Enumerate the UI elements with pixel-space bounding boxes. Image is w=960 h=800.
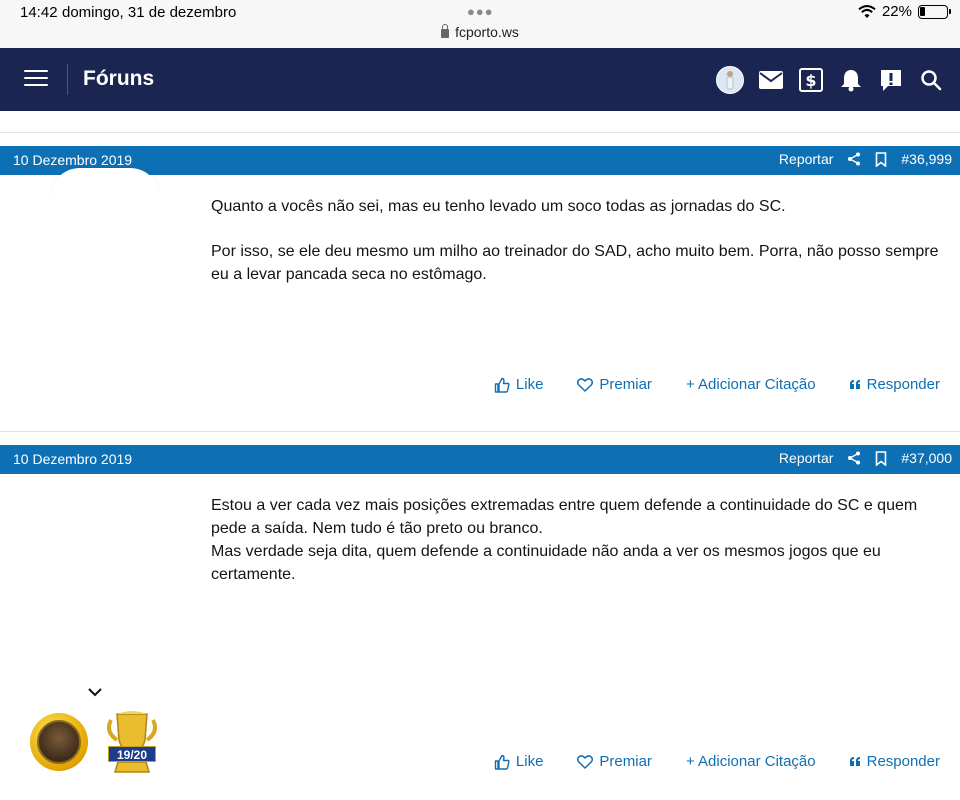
premiar-label: Premiar (599, 376, 652, 393)
hamburger-menu-icon[interactable] (24, 70, 48, 90)
share-icon[interactable] (847, 451, 861, 465)
battery-icon (918, 5, 948, 19)
like-button[interactable] (494, 753, 544, 770)
mail-icon[interactable] (758, 67, 784, 93)
status-time: 14:42 (20, 4, 58, 21)
post-paragraph: Por isso, se ele deu mesmo um milho ao treinador do SAD, acho muito bem. Porra, não posso sempre eu a levar pancada seca no estômago. (211, 243, 939, 283)
post-content (211, 494, 951, 586)
user-badge-icon (30, 713, 88, 771)
like-button[interactable] (494, 376, 544, 393)
svg-text:$: $ (805, 71, 817, 90)
thumbs-up-icon (494, 377, 510, 393)
post-actions (779, 151, 952, 167)
url-text: fcporto.ws (455, 24, 519, 40)
dollar-icon[interactable] (798, 67, 824, 93)
add-quote-button[interactable] (686, 753, 816, 770)
header-icons (716, 66, 944, 94)
bell-icon[interactable] (838, 67, 864, 93)
thumbs-up-icon (494, 754, 510, 770)
app-header (0, 48, 960, 111)
url-bar[interactable] (0, 24, 960, 40)
status-right (858, 3, 948, 20)
reply-label: Responder (866, 753, 940, 770)
add-quote-label: + Adicionar Citação (685, 376, 816, 393)
premiar-label: Premiar (599, 753, 652, 770)
post-paragraph: Quanto a vocês não sei, mas eu tenho levado um soco todas as jornadas do SC. (211, 198, 786, 215)
post-header (0, 445, 960, 474)
bookmark-icon[interactable] (875, 152, 887, 167)
like-label: Like (515, 753, 544, 770)
add-quote-label: + Adicionar Citação (685, 753, 816, 770)
post-footer (494, 753, 940, 770)
trophy-icon (103, 710, 161, 774)
wifi-icon (858, 5, 876, 19)
reply-label: Responder (866, 376, 940, 393)
post-paragraph: Estou a ver cada vez mais posições extremadas entre quem defende a continuidade do SC e quem pede a saída. Nem tudo é tão preto ou branco. (211, 497, 918, 537)
like-label: Like (515, 376, 544, 393)
avatar[interactable] (50, 168, 160, 198)
status-bar (0, 0, 960, 48)
post-number-link[interactable]: #36,999 (901, 151, 952, 167)
post-footer (494, 376, 940, 393)
header-divider (67, 64, 68, 95)
bookmark-icon[interactable] (875, 451, 887, 466)
search-icon[interactable] (918, 67, 944, 93)
premiar-button[interactable] (577, 376, 652, 393)
heart-icon (577, 755, 593, 769)
report-link[interactable]: Reportar (778, 151, 834, 167)
chevron-down-icon[interactable] (86, 686, 104, 698)
post-number-link[interactable]: #37,000 (901, 450, 952, 466)
user-avatar[interactable] (716, 66, 744, 94)
post-date: 10 Dezembro 2019 (13, 152, 133, 168)
quote-icon (850, 380, 861, 389)
status-date: domingo, 31 de dezembro (62, 4, 237, 21)
more-dots-icon[interactable]: ●●● (467, 4, 494, 19)
divider (0, 132, 960, 133)
lock-icon (441, 29, 449, 38)
post-date: 10 Dezembro 2019 (13, 451, 133, 467)
alert-icon[interactable] (878, 67, 904, 93)
trophy-label: 19/20 (108, 746, 156, 762)
add-quote-button[interactable] (686, 376, 816, 393)
heart-icon (577, 378, 593, 392)
share-icon[interactable] (847, 152, 861, 166)
reply-button[interactable] (850, 753, 940, 770)
post-content (211, 195, 951, 286)
reply-button[interactable] (850, 376, 940, 393)
page-title: Fóruns (83, 67, 155, 90)
divider (0, 431, 960, 432)
post-paragraph: Mas verdade seja dita, quem defende a continuidade não anda a ver os mesmos jogos que eu certamente. (211, 543, 881, 583)
battery-percent: 22% (881, 3, 912, 20)
post-actions (779, 450, 952, 466)
premiar-button[interactable] (577, 753, 652, 770)
quote-icon (850, 757, 861, 766)
report-link[interactable]: Reportar (778, 450, 834, 466)
